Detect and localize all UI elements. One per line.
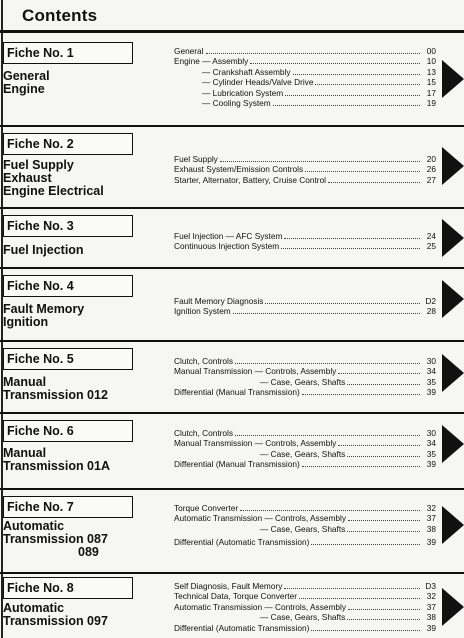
section-divider bbox=[0, 207, 464, 209]
section-divider bbox=[0, 125, 464, 127]
toc-entry[interactable]: Torque Converter 32 bbox=[174, 503, 436, 513]
fiche-section-5 bbox=[0, 340, 464, 412]
fiche-section-8 bbox=[0, 572, 464, 638]
toc-entry[interactable]: Manual Transmission — Controls, Assembly 34 bbox=[174, 438, 436, 449]
fiche-title-1: General Engine bbox=[3, 69, 50, 96]
fiche-section-6 bbox=[0, 412, 464, 488]
fiche-label-1: Fiche No. 1 bbox=[3, 42, 133, 64]
fiche-section-3 bbox=[0, 207, 464, 267]
fiche-entries-4 bbox=[174, 296, 436, 317]
toc-entry[interactable]: Technical Data, Torque Converter 32 bbox=[174, 591, 436, 602]
fiche-title-5: Manual Transmission 012 bbox=[3, 375, 108, 402]
fiche-entries-3 bbox=[174, 231, 436, 252]
fiche-entries-2 bbox=[174, 154, 436, 185]
fiche-title-6: Manual Transmission 01A bbox=[3, 446, 110, 473]
toc-entry[interactable]: Self Diagnosis, Fault Memory D3 bbox=[174, 581, 436, 591]
toc-entry[interactable]: Clutch, Controls 30 bbox=[174, 428, 436, 438]
fiche-title-2: Fuel Supply Exhaust Engine Electrical bbox=[3, 158, 104, 198]
toc-entry[interactable]: Continuous Injection System 25 bbox=[174, 241, 436, 252]
fiche-arrow-icon[interactable] bbox=[442, 588, 464, 626]
fiche-label-4: Fiche No. 4 bbox=[3, 275, 133, 297]
toc-entry[interactable]: — Cylinder Heads/Valve Drive 15 bbox=[202, 77, 436, 88]
toc-entry[interactable]: Differential (Manual Transmission) 39 bbox=[174, 387, 436, 398]
toc-entry[interactable]: Differential (Manual Transmission) 39 bbox=[174, 459, 436, 470]
toc-entry[interactable]: — Crankshaft Assembly 13 bbox=[202, 66, 436, 77]
toc-entry[interactable]: Fuel Injection — AFC System 24 bbox=[174, 231, 436, 241]
fiche-arrow-icon[interactable] bbox=[442, 425, 464, 463]
toc-entry[interactable]: — Case, Gears, Shafts 38 bbox=[260, 523, 436, 534]
fiche-entries-1 bbox=[174, 46, 436, 108]
section-divider bbox=[0, 572, 464, 574]
toc-entry[interactable]: Exhaust System/Emission Controls 26 bbox=[174, 164, 436, 175]
toc-entry[interactable]: Ignition System 28 bbox=[174, 306, 436, 317]
toc-entry[interactable]: Differential (Automatic Transmission) 39 bbox=[174, 537, 436, 548]
fiche-arrow-icon[interactable] bbox=[442, 60, 464, 98]
toc-entry[interactable]: — Case, Gears, Shafts 35 bbox=[260, 448, 436, 459]
fiche-section-7 bbox=[0, 488, 464, 572]
toc-entry[interactable]: Automatic Transmission — Controls, Assembly 37 bbox=[174, 601, 436, 612]
fiche-arrow-icon[interactable] bbox=[442, 147, 464, 185]
toc-entry[interactable]: — Case, Gears, Shafts 35 bbox=[260, 376, 436, 387]
toc-entry[interactable]: Manual Transmission — Controls, Assembly 34 bbox=[174, 366, 436, 377]
fiche-arrow-icon[interactable] bbox=[442, 506, 464, 544]
fiche-label-3: Fiche No. 3 bbox=[3, 215, 133, 237]
fiche-label-2: Fiche No. 2 bbox=[3, 133, 133, 155]
fiche-title-4: Fault Memory Ignition bbox=[3, 302, 85, 329]
toc-entry[interactable]: Differential (Automatic Transmission) 39 bbox=[174, 622, 436, 633]
fiche-entries-8 bbox=[174, 581, 436, 633]
fiche-label-8: Fiche No. 8 bbox=[3, 577, 133, 599]
page-title: Contents bbox=[22, 6, 98, 25]
fiche-arrow-icon[interactable] bbox=[442, 219, 464, 257]
fiche-title-8: Automatic Transmission 097 bbox=[3, 601, 108, 628]
toc-entry[interactable]: Engine — Assembly 10 bbox=[174, 56, 436, 67]
fiche-entries-7 bbox=[174, 503, 436, 548]
fiche-label-5: Fiche No. 5 bbox=[3, 348, 133, 370]
title-divider bbox=[0, 30, 464, 33]
fiche-label-7: Fiche No. 7 bbox=[3, 496, 133, 518]
fiche-section-4 bbox=[0, 267, 464, 340]
fiche-section-2 bbox=[0, 125, 464, 207]
fiche-title-3: Fuel Injection bbox=[3, 243, 84, 257]
toc-entry[interactable]: — Lubrication System 17 bbox=[202, 87, 436, 98]
section-divider bbox=[0, 267, 464, 269]
fiche-entries-6 bbox=[174, 428, 436, 470]
toc-entry[interactable]: Fault Memory Diagnosis D2 bbox=[174, 296, 436, 306]
fiche-arrow-icon[interactable] bbox=[442, 354, 464, 392]
fiche-entries-5 bbox=[174, 356, 436, 398]
toc-entry[interactable]: Starter, Alternator, Battery, Cruise Control 27 bbox=[174, 174, 436, 185]
section-divider bbox=[0, 412, 464, 414]
toc-entry[interactable]: Clutch, Controls 30 bbox=[174, 356, 436, 366]
toc-entry[interactable]: — Case, Gears, Shafts 38 bbox=[260, 612, 436, 623]
toc-entry[interactable]: Automatic Transmission — Controls, Assembly 37 bbox=[174, 513, 436, 524]
fiche-title-7: Automatic Transmission 087 089 bbox=[3, 519, 108, 559]
toc-entry[interactable]: Fuel Supply 20 bbox=[174, 154, 436, 164]
fiche-arrow-icon[interactable] bbox=[442, 280, 464, 318]
fiche-label-6: Fiche No. 6 bbox=[3, 420, 133, 442]
fiche-section-1 bbox=[0, 36, 464, 122]
section-divider bbox=[0, 340, 464, 342]
section-divider bbox=[0, 488, 464, 490]
toc-entry[interactable]: General 00 bbox=[174, 46, 436, 56]
toc-entry[interactable]: — Cooling System 19 bbox=[202, 98, 436, 109]
